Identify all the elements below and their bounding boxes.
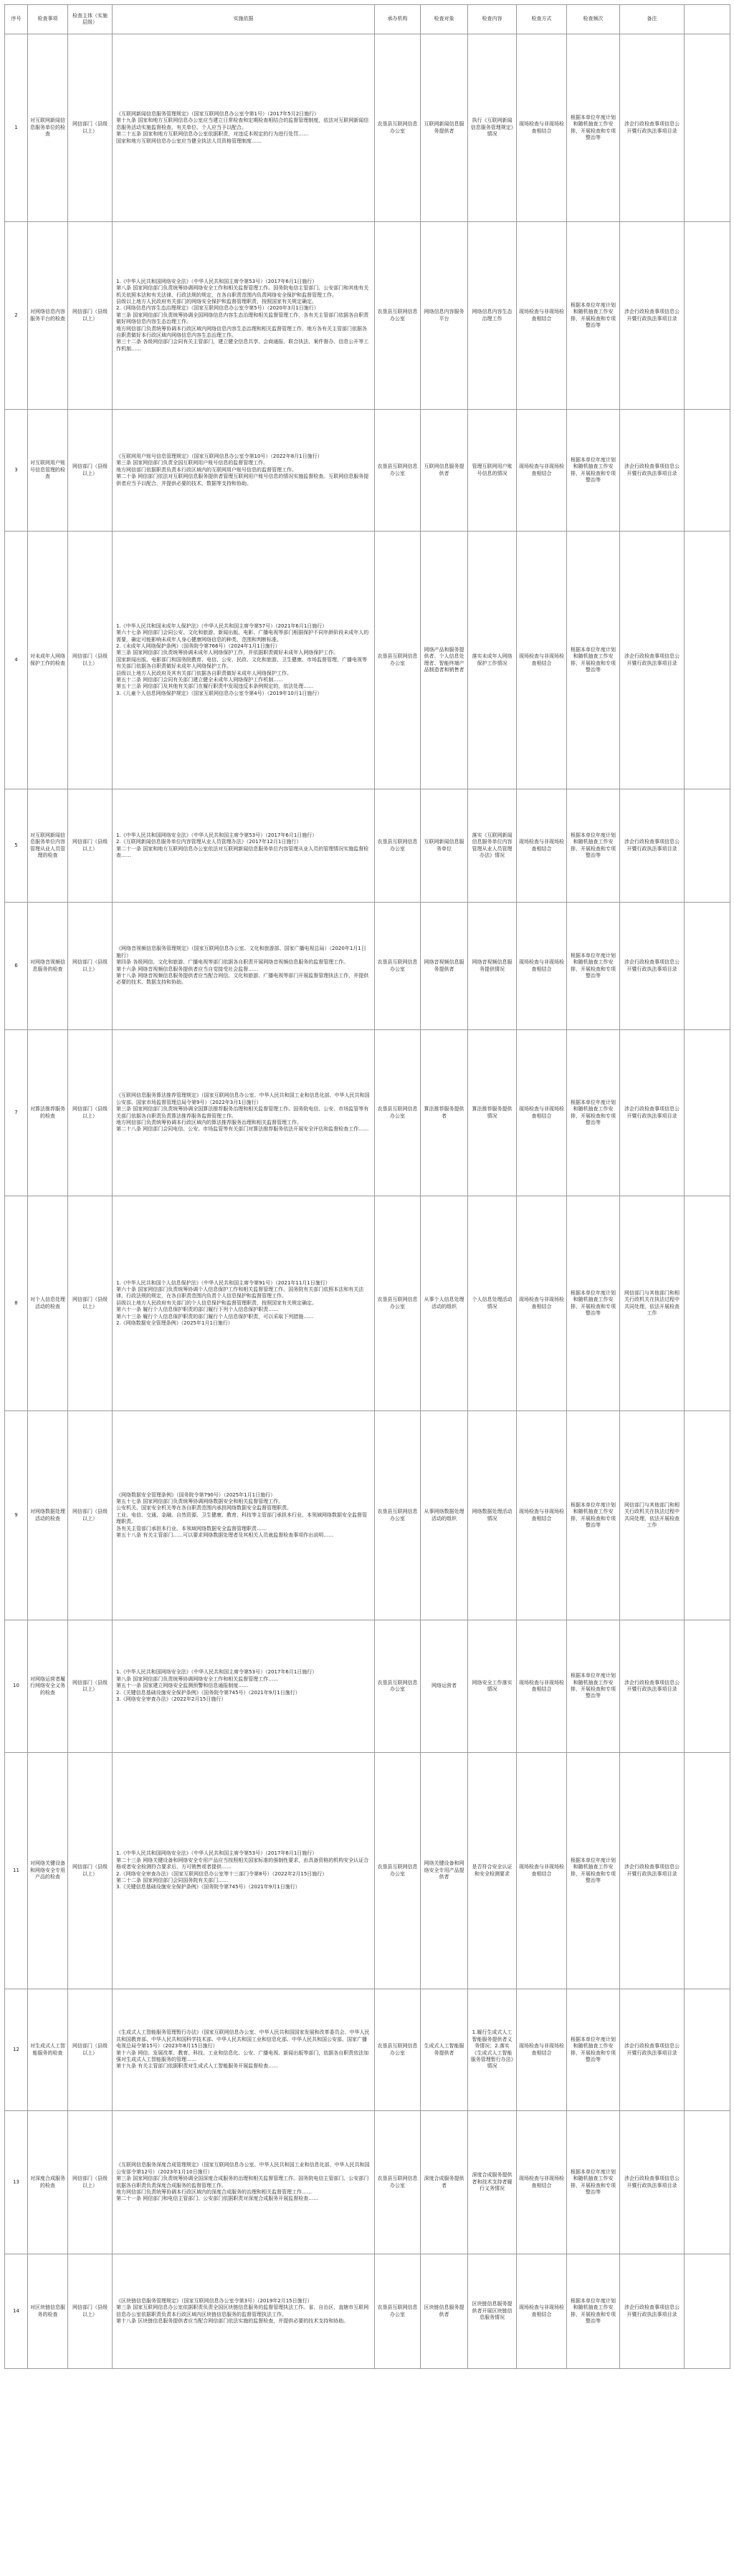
cell-remark: 涉企行政检查事项信息公开暨行政执法事项目录 xyxy=(620,410,685,532)
cell-content: 落实未成年人网络保护工作情况 xyxy=(468,532,517,789)
cell-agency: 农垦县互联网信息办公室 xyxy=(375,1411,421,1620)
cell-basis: 《互联网新闻信息服务管理规定》（国家互联网信息办公室令第1号）（2017年5月2日施行） 第十九条 国家和地方互联网信息办公室应当建立日常检查和定期检查相结合的监督管理制度，依法对互联网新闻信息服务活动实施监督检查，有关单位、个人应当予以配合。 第二十五条 国家和地方互联网信息办公室依据职责，对违反本规定的行为进行处罚…… 国家和地方互联网信息办公室应当健全执法人员资格管理制度…… xyxy=(113,34,375,222)
header-freq: 检查频次 xyxy=(567,5,620,34)
cell-item: 对网络数据处理活动的检查 xyxy=(28,1411,68,1620)
cell-item: 对网络运营者履行网络安全义务的检查 xyxy=(28,1620,68,1753)
cell-freq: 根据本单位年度计划和随机抽查工作安排，开展检查和专项整治等 xyxy=(567,1411,620,1620)
cell-freq: 根据本单位年度计划和随机抽查工作安排，开展检查和专项整治等 xyxy=(567,1620,620,1753)
cell-method: 现场检查与非现场检查相结合 xyxy=(517,1753,567,1989)
cell-basis: 1.《中华人民共和国网络安全法》（中华人民共和国主席令第53号）（2017年6月1日施行） 第八条 国家网信部门负责统筹协调网络安全工作和相关监督管理工作。国务院电信主管部门、公安部门和其他有关机关依照本法和有关法律、行政法规的规定，在各自职责范围内负责网络安全保护和监督管理工作。 县级以上地方人民政府有关部门的网络安全保护和监督管理职责，按照国家有关规定确定。 2.《网络信息内容生态治理规定》（国家互联网信息办公室令第5号）（2020年3月1日施行） 第三条 国家网信部门负责统筹协调全国网络信息内容生态治理和相关监督管理工作，各有关主管部门依据各自职责做好网络信息内容生态治理工作。 地方网信部门负责统筹协调本行政区域内网络信息内容生态治理和相关监督管理工作，地方各有关主管部门依据各自职责做好本行政区域内网络信息内容生态治理工作。 第三十二条 各级网信部门会同有关主管部门，建立健全信息共享、会商通报、联合执法、案件督办、信息公开等工作机制…… xyxy=(113,222,375,410)
cell-method: 现场检查与非现场检查相结合 xyxy=(517,532,567,789)
cell-agency: 农垦县互联网信息办公室 xyxy=(375,2111,421,2254)
cell-basis: 《生成式人工智能服务管理暂行办法》（国家互联网信息办公室、中华人民共和国国家发展和改革委员会、中华人民共和国教育部、中华人民共和国科学技术部、中华人民共和国工业和信息化部、中华人民共和国公安部、国家广播电视总局令第15号）（2023年8月15日施行） 第十六条 网信、发展改革、教育、科技、工业和信息化、公安、广播电视、新闻出版等部门，依据各自职责依法加强对生成式人工智能服务的管理…… 第十九条 有关主管部门依据职责对生成式人工智能服务开展监督检查…… xyxy=(113,1989,375,2111)
table-row xyxy=(5,222,730,410)
cell-blank xyxy=(685,1989,730,2111)
cell-target: 网络产品和服务提供者、个人信息处理者、智能终端产品制造者和销售者 xyxy=(421,532,468,789)
cell-method: 现场检查与非现场检查相结合 xyxy=(517,2254,567,2369)
cell-item: 对网络信息内容服务平台的检查 xyxy=(28,222,68,410)
cell-content: 落实《互联网新闻信息服务单位内容管理从业人员管理办法》情况 xyxy=(468,789,517,903)
cell-agency: 农垦县互联网信息办公室 xyxy=(375,1030,421,1196)
cell-agency: 农垦县互联网信息办公室 xyxy=(375,222,421,410)
cell-no: 3 xyxy=(5,410,28,532)
cell-blank xyxy=(685,1620,730,1753)
cell-agency: 农垦县互联网信息办公室 xyxy=(375,903,421,1030)
cell-no: 1 xyxy=(5,34,28,222)
cell-method: 现场检查与非现场检查相结合 xyxy=(517,222,567,410)
cell-content: 网络安全工作落实情况 xyxy=(468,1620,517,1753)
cell-subject: 网信部门（县级以上） xyxy=(68,1753,113,1989)
table-row xyxy=(5,1030,730,1196)
table-row xyxy=(5,1989,730,2111)
cell-agency: 农垦县互联网信息办公室 xyxy=(375,1753,421,1989)
cell-basis: 1.《中华人民共和国网络安全法》（中华人民共和国主席令第53号）（2017年6月1日施行） 2.《互联网新闻信息服务单位内容管理从业人员管理办法》（2017年12月1日施行） 第二十一条 国家和地方互联网信息办公室依法对互联网新闻信息服务单位内容管理从业人员的管理情况实施监督检查…… xyxy=(113,789,375,903)
cell-freq: 根据本单位年度计划和随机抽查工作安排，开展检查和专项整治等 xyxy=(567,532,620,789)
header-no: 序号 xyxy=(5,5,28,34)
cell-freq: 根据本单位年度计划和随机抽查工作安排，开展检查和专项整治等 xyxy=(567,1753,620,1989)
cell-no: 13 xyxy=(5,2111,28,2254)
header-blank xyxy=(685,5,730,34)
cell-no: 9 xyxy=(5,1411,28,1620)
cell-remark: 涉企行政检查事项信息公开暨行政执法事项目录 xyxy=(620,903,685,1030)
cell-item: 对互联网新闻信息服务单位内容管理从业人员管理的检查 xyxy=(28,789,68,903)
cell-basis: 《区块链信息服务管理规定》（国家互联网信息办公室令第3号）（2019年2月15日施行） 第三条 国家互联网信息办公室依据职责负责全国区块链信息服务的监督管理执法工作。省、自治区、直辖市互联网信息办公室依据职责负责本行政区域内区块链信息服务的监督管理执法工作。 第十八条 区块链信息服务提供者应当配合网信部门依法实施的监督检查，并提供必要的技术支持和协助。 xyxy=(113,2254,375,2369)
cell-no: 4 xyxy=(5,532,28,789)
cell-freq: 根据本单位年度计划和随机抽查工作安排，开展检查和专项整治等 xyxy=(567,410,620,532)
cell-freq: 根据本单位年度计划和随机抽查工作安排，开展检查和专项整治等 xyxy=(567,789,620,903)
cell-target: 从事网络数据处理活动的组织 xyxy=(421,1411,468,1620)
cell-no: 5 xyxy=(5,789,28,903)
cell-agency: 农垦县互联网信息办公室 xyxy=(375,1620,421,1753)
cell-blank xyxy=(685,789,730,903)
cell-blank xyxy=(685,1196,730,1411)
cell-remark: 涉企行政检查事项信息公开暨行政执法事项目录 xyxy=(620,222,685,410)
cell-agency: 农垦县互联网信息办公室 xyxy=(375,1989,421,2111)
table-row xyxy=(5,532,730,789)
cell-remark: 网信部门与其他部门和相关行政机关在执法过程中共同处理，依法开展检查工作 xyxy=(620,1411,685,1620)
cell-subject: 网信部门（县级以上） xyxy=(68,222,113,410)
cell-subject: 网信部门（县级以上） xyxy=(68,2254,113,2369)
table-row xyxy=(5,1753,730,1989)
cell-subject: 网信部门（县级以上） xyxy=(68,1620,113,1753)
header-basis: 实施依据 xyxy=(113,5,375,34)
cell-freq: 根据本单位年度计划和随机抽查工作安排，开展检查和专项整治等 xyxy=(567,222,620,410)
cell-item: 对互联网新闻信息服务单位的检查 xyxy=(28,34,68,222)
cell-content: 个人信息处理活动情况 xyxy=(468,1196,517,1411)
cell-blank xyxy=(685,1753,730,1989)
cell-agency: 农垦县互联网信息办公室 xyxy=(375,1196,421,1411)
cell-target: 算法推荐服务提供者 xyxy=(421,1030,468,1196)
cell-basis: 1.《中华人民共和国个人信息保护法》（中华人民共和国主席令第91号）（2021年11月1日施行） 第六十条 国家网信部门负责统筹协调个人信息保护工作和相关监督管理工作。国务院有关部门依照本法和有关法律、行政法规的规定，在各自职责范围内负责个人信息保护和监督管理工作。 县级以上地方人民政府有关部门的个人信息保护和监督管理职责，按照国家有关规定确定。 第六十一条 履行个人信息保护职责的部门履行下列个人信息保护职责…… 第六十三条 履行个人信息保护职责的部门履行个人信息保护职责，可以采取下列措施…… 2.《网络数据安全管理条例》（2025年1月1日施行） xyxy=(113,1196,375,1411)
cell-subject: 网信部门（县级以上） xyxy=(68,2111,113,2254)
cell-no: 8 xyxy=(5,1196,28,1411)
cell-content: 网络信息内容生态治理工作 xyxy=(468,222,517,410)
header-row xyxy=(5,5,730,34)
cell-freq: 根据本单位年度计划和随机抽查工作安排，开展检查和专项整治等 xyxy=(567,2111,620,2254)
cell-remark: 涉企行政检查事项信息公开暨行政执法事项目录 xyxy=(620,2111,685,2254)
cell-item: 对深度合成服务的检查 xyxy=(28,2111,68,2254)
cell-content: 管理互联网用户账号信息的情况 xyxy=(468,410,517,532)
header-target: 检查对象 xyxy=(421,5,468,34)
cell-freq: 根据本单位年度计划和随机抽查工作安排，开展检查和专项整治等 xyxy=(567,2254,620,2369)
header-method: 检查方式 xyxy=(517,5,567,34)
cell-item: 对网络音视频信息服务的检查 xyxy=(28,903,68,1030)
table-row xyxy=(5,34,730,222)
cell-method: 现场检查与非现场检查相结合 xyxy=(517,1989,567,2111)
cell-target: 网络信息内容服务平台 xyxy=(421,222,468,410)
cell-item: 对区块链信息服务的检查 xyxy=(28,2254,68,2369)
cell-subject: 网信部门（县级以上） xyxy=(68,1196,113,1411)
header-item: 检查事项 xyxy=(28,5,68,34)
cell-blank xyxy=(685,410,730,532)
cell-target: 深度合成服务提供者 xyxy=(421,2111,468,2254)
cell-remark: 网信部门与其他部门和相关行政机关在执法过程中共同处理，依法开展检查工作 xyxy=(620,1196,685,1411)
cell-remark: 涉企行政检查事项信息公开暨行政执法事项目录 xyxy=(620,2254,685,2369)
table-row xyxy=(5,1411,730,1620)
cell-blank xyxy=(685,2254,730,2369)
table-row xyxy=(5,903,730,1030)
cell-target: 互联网新闻信息服务单位 xyxy=(421,789,468,903)
cell-target: 从事个人信息处理活动的组织 xyxy=(421,1196,468,1411)
cell-remark: 涉企行政检查事项信息公开暨行政执法事项目录 xyxy=(620,789,685,903)
cell-remark: 涉企行政检查事项信息公开暨行政执法事项目录 xyxy=(620,532,685,789)
cell-method: 现场检查与非现场检查相结合 xyxy=(517,1620,567,1753)
cell-agency: 农垦县互联网信息办公室 xyxy=(375,410,421,532)
cell-basis: 《互联网信息服务算法推荐管理规定》（国家互联网信息办公室、中华人民共和国工业和信息化部、中华人民共和国公安部、国家市场监督管理总局令第9号）（2022年3月1日施行） 第三条 国家网信部门负责统筹协调全国算法推荐服务治理和相关监督管理工作。国务院电信、公安、市场监管等有关部门依据各自职责负责算法推荐服务监督管理工作。 地方网信部门负责统筹协调本行政区域内的算法推荐服务治理和相关监督管理工作。 第二十八条 网信部门会同电信、公安、市场监管等有关部门对算法推荐服务依法开展安全评估和监督检查工作…… xyxy=(113,1030,375,1196)
cell-agency: 农垦县互联网信息办公室 xyxy=(375,789,421,903)
cell-method: 现场检查与非现场检查相结合 xyxy=(517,1411,567,1620)
cell-blank xyxy=(685,532,730,789)
cell-target: 网络音视频信息服务提供者 xyxy=(421,903,468,1030)
cell-method: 现场检查与非现场检查相结合 xyxy=(517,1196,567,1411)
cell-content: 区块链信息服务提供者开展区块链信息服务情况 xyxy=(468,2254,517,2369)
cell-item: 对生成式人工智能服务的检查 xyxy=(28,1989,68,2111)
cell-basis: 《网络数据安全管理条例》（国务院令第790号）（2025年1月1日施行） 第五十七条 国家网信部门负责统筹协调网络数据安全和相关监督管理工作。 公安机关、国家安全机关等在各自职责范围内承担网络数据安全监督管理职责。 工业、电信、交通、金融、自然资源、卫生健康、教育、科技等主管部门承担本行业、本领域网络数据安全监督管理职责。 各有关主管部门承担本行业、本领域网络数据安全监督管理职责…… 第五十八条 有关主管部门……可以要求网络数据处理者及其相关人员就监督检查事项作出说明…… xyxy=(113,1411,375,1620)
cell-no: 11 xyxy=(5,1753,28,1989)
cell-method: 现场检查与非现场检查相结合 xyxy=(517,410,567,532)
cell-basis: 《互联网用户账号信息管理规定》（国家互联网信息办公室令第10号）（2022年8月1日施行） 第三条 国家网信部门负责全国互联网用户账号信息的监督管理工作。 地方网信部门依据职责负责本行政区域内的互联网用户账号信息的监督管理工作。 第二十条 网信部门依法对互联网信息服务提供者管理互联网用户账号信息的情况实施监督检查。互联网信息服务提供者应当予以配合，并提供必要的技术、数据等支持和协助。 xyxy=(113,410,375,532)
cell-method: 现场检查与非现场检查相结合 xyxy=(517,1030,567,1196)
cell-remark: 涉企行政检查事项信息公开暨行政执法事项目录 xyxy=(620,1753,685,1989)
header-content: 检查内容 xyxy=(468,5,517,34)
cell-content: 执行《互联网新闻信息服务管理规定》情况 xyxy=(468,34,517,222)
cell-basis: 1.《中华人民共和国未成年人保护法》（中华人民共和国主席令第57号）（2021年6月1日施行） 第六十七条 网信部门会同公安、文化和旅游、新闻出版、电影、广播电视等部门根据保护不同年龄阶段未成年人的需要，确定可能影响未成年人身心健康网络信息的种类、范围和判断标准。 2.《未成年人网络保护条例》（国务院令第766号）（2024年1月1日施行） 第三条 国家网信部门负责统筹协调未成年人网络保护工作，并依据职责做好未成年人网络保护工作。 国家新闻出版、电影部门和国务院教育、电信、公安、民政、文化和旅游、卫生健康、市场监督管理、广播电视等有关部门依据各自职责做好未成年人网络保护工作。 县级以上地方人民政府及其有关部门依据各自职责做好未成年人网络保护工作。 第五十二条 网信部门会同有关部门建立健全未成年人网络保护工作机制…… 第五十三条 网信部门及其他有关部门在履行职责中发现违反本条例规定的，依法处理…… 3.《儿童个人信息网络保护规定》（国家互联网信息办公室令第4号）（2019年10月1日施行） xyxy=(113,532,375,789)
cell-no: 2 xyxy=(5,222,28,410)
cell-basis: 《网络音视频信息服务管理规定》（国家互联网信息办公室、文化和旅游部、国家广播电视总局）（2020年1月1日施行） 第四条 各级网信、文化和旅游、广播电视等部门依据各自职责开展网络音视频信息服务的监督管理工作。 第十六条 网络音视频信息服务提供者应当自觉接受社会监督…… 第十八条 网络音视频信息服务提供者应当配合网信、文化和旅游、广播电视等部门开展监督管理执法工作，并提供必要的技术、数据支持和协助。 xyxy=(113,903,375,1030)
cell-agency: 农垦县互联网信息办公室 xyxy=(375,2254,421,2369)
cell-freq: 根据本单位年度计划和随机抽查工作安排，开展检查和专项整治等 xyxy=(567,34,620,222)
cell-subject: 网信部门（县级以上） xyxy=(68,789,113,903)
cell-remark: 涉企行政检查事项信息公开暨行政执法事项目录 xyxy=(620,1030,685,1196)
cell-blank xyxy=(685,2111,730,2254)
cell-basis: 1.《中华人民共和国网络安全法》（中华人民共和国主席令第53号）（2017年6月1日施行） 第八条 国家网信部门负责统筹协调网络安全工作和相关监督管理工作…… 第五十一条 国家建立网络安全监测预警和信息通报制度…… 2.《关键信息基础设施安全保护条例》（国务院令第745号）（2021年9月1日施行） 3.《网络安全审查办法》（2022年2月15日施行） xyxy=(113,1620,375,1753)
cell-subject: 网信部门（县级以上） xyxy=(68,1030,113,1196)
cell-no: 6 xyxy=(5,903,28,1030)
cell-agency: 农垦县互联网信息办公室 xyxy=(375,532,421,789)
cell-method: 现场检查与非现场检查相结合 xyxy=(517,903,567,1030)
cell-blank xyxy=(685,34,730,222)
cell-subject: 网信部门（县级以上） xyxy=(68,1411,113,1620)
cell-method: 现场检查与非现场检查相结合 xyxy=(517,2111,567,2254)
header-remark: 备注 xyxy=(620,5,685,34)
cell-item: 对算法推荐服务的检查 xyxy=(28,1030,68,1196)
table-row xyxy=(5,410,730,532)
cell-item: 对个人信息处理活动的检查 xyxy=(28,1196,68,1411)
cell-remark: 涉企行政检查事项信息公开暨行政执法事项目录 xyxy=(620,1620,685,1753)
cell-target: 互联网新闻信息服务提供者 xyxy=(421,34,468,222)
cell-freq: 根据本单位年度计划和随机抽查工作安排，开展检查和专项整治等 xyxy=(567,1030,620,1196)
cell-freq: 根据本单位年度计划和随机抽查工作安排，开展检查和专项整治等 xyxy=(567,1196,620,1411)
cell-content: 算法推荐服务提供情况 xyxy=(468,1030,517,1196)
cell-blank xyxy=(685,1030,730,1196)
cell-item: 对未成年人网络保护工作的检查 xyxy=(28,532,68,789)
cell-subject: 网信部门（县级以上） xyxy=(68,532,113,789)
cell-agency: 农垦县互联网信息办公室 xyxy=(375,34,421,222)
cell-target: 生成式人工智能服务提供者 xyxy=(421,1989,468,2111)
cell-method: 现场检查与非现场检查相结合 xyxy=(517,789,567,903)
cell-no: 10 xyxy=(5,1620,28,1753)
cell-target: 区块链信息服务提供者 xyxy=(421,2254,468,2369)
cell-blank xyxy=(685,903,730,1030)
cell-content: 是否符合安全认证和安全检测要求 xyxy=(468,1753,517,1989)
cell-target: 互联网信息服务提供者 xyxy=(421,410,468,532)
cell-remark: 涉企行政检查事项信息公开暨行政执法事项目录 xyxy=(620,1989,685,2111)
table-row xyxy=(5,1620,730,1753)
table-row xyxy=(5,2111,730,2254)
cell-freq: 根据本单位年度计划和随机抽查工作安排，开展检查和专项整治等 xyxy=(567,1989,620,2111)
table-row xyxy=(5,2254,730,2369)
cell-item: 对网络关键设备和网络安全专用产品的检查 xyxy=(28,1753,68,1989)
cell-content: 1.履行生成式人工智能服务提供者义务情况；2.落实《生成式人工智能服务管理暂行办法》情况 xyxy=(468,1989,517,2111)
cell-content: 网络数据处理活动情况 xyxy=(468,1411,517,1620)
cell-item: 对互联网用户账号信息管理的检查 xyxy=(28,410,68,532)
cell-subject: 网信部门（县级以上） xyxy=(68,34,113,222)
cell-subject: 网信部门（县级以上） xyxy=(68,903,113,1030)
cell-target: 网络运营者 xyxy=(421,1620,468,1753)
cell-content: 网络音视频信息服务提供情况 xyxy=(468,903,517,1030)
cell-content: 深度合成服务提供者和技术支持者履行义务情况 xyxy=(468,2111,517,2254)
cell-target: 网络关键设备和网络安全专用产品提供者 xyxy=(421,1753,468,1989)
cell-no: 12 xyxy=(5,1989,28,2111)
cell-subject: 网信部门（县级以上） xyxy=(68,410,113,532)
cell-freq: 根据本单位年度计划和随机抽查工作安排，开展检查和专项整治等 xyxy=(567,903,620,1030)
cell-remark: 涉企行政检查事项信息公开暨行政执法事项目录 xyxy=(620,34,685,222)
table-row xyxy=(5,789,730,903)
cell-subject: 网信部门（县级以上） xyxy=(68,1989,113,2111)
header-agency: 承办机构 xyxy=(375,5,421,34)
cell-blank xyxy=(685,1411,730,1620)
cell-basis: 1.《中华人民共和国网络安全法》（中华人民共和国主席令第53号）（2017年6月1日施行） 第二十三条 网络关键设备和网络安全专用产品应当按照相关国家标准的强制性要求，由具备资格的机构安全认证合格或者安全检测符合要求后，方可销售或者提供…… 2.《网络安全审查办法》（国家互联网信息办公室等十三部门令第8号）（2022年2月15日施行） 第二十二条 国家网信部门会同国务院有关部门…… 3.《关键信息基础设施安全保护条例》（国务院令第745号）（2021年9月1日施行） xyxy=(113,1753,375,1989)
header-subject: 检查主体（实施层级） xyxy=(68,5,113,34)
table-row xyxy=(5,1196,730,1411)
cell-no: 14 xyxy=(5,2254,28,2369)
cell-method: 现场检查与非现场检查相结合 xyxy=(517,34,567,222)
inspection-table xyxy=(4,4,730,2369)
cell-no: 7 xyxy=(5,1030,28,1196)
cell-basis: 《互联网信息服务深度合成管理规定》（国家互联网信息办公室、中华人民共和国工业和信息化部、中华人民共和国公安部令第12号）（2023年1月10日施行） 第三条 国家网信部门负责统筹协调全国深度合成服务的治理和相关监督管理工作。国务院电信主管部门、公安部门依据各自职责负责深度合成服务的监督管理工作。 地方网信部门负责统筹协调本行政区域内的深度合成服务的治理和相关监督管理工作…… 第二十一条 网信部门和电信主管部门、公安部门依据职责对深度合成服务开展监督检查…… xyxy=(113,2111,375,2254)
cell-blank xyxy=(685,222,730,410)
